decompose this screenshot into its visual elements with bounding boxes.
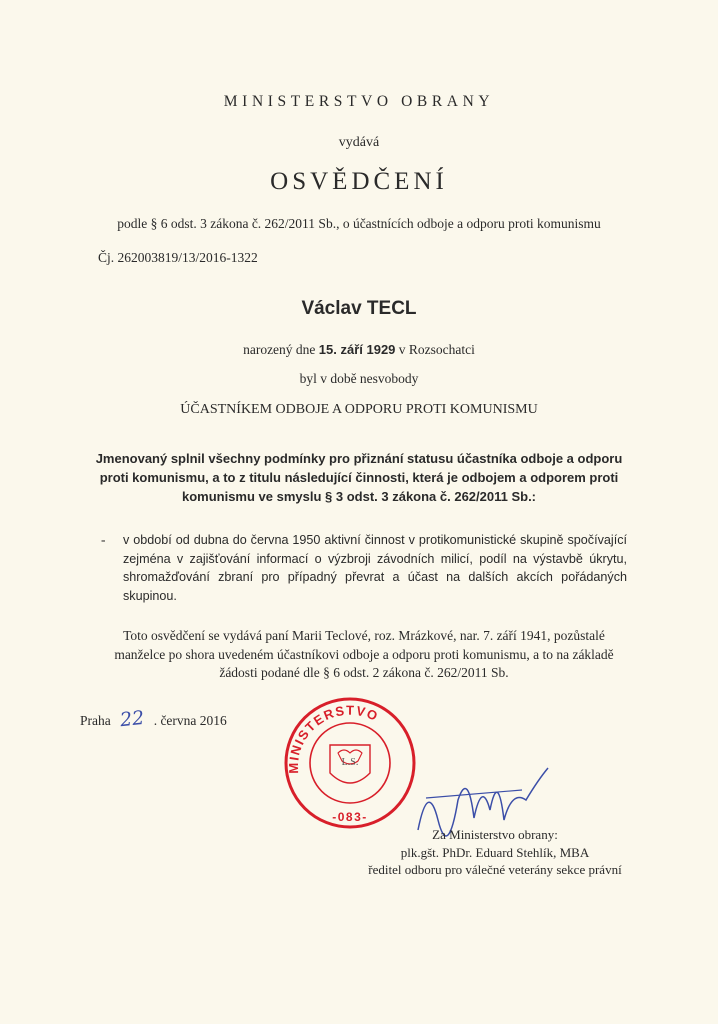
date-line [80, 708, 227, 730]
birth-line [0, 342, 718, 358]
person-name: Václav TECL [301, 298, 417, 319]
born-date: 15. září 1929 [318, 342, 396, 357]
captivity-line: byl v době nesvobody [299, 371, 419, 386]
issues-text: vydává [338, 135, 380, 150]
handwritten-day: 22 [119, 706, 146, 732]
signatory-name: plk.gšt. PhDr. Eduard Stehlík, MBA [400, 844, 590, 860]
seal-text-top: MINISTERSTVO [285, 702, 382, 774]
bullet-marker: - [101, 532, 106, 547]
document-title: OSVĚDČENÍ [270, 168, 448, 195]
activity-paragraph: v období od dubna do června 1950 aktivní činnost v protikomunistické skupině spočívající zejména v zajišťování informací o výzbroji závodních milicí, podíl na výstavbě úkrytu, shromažďování zbraní pro případný převrat a účast na dalších akcích pořádaných skupinou. [123, 533, 627, 603]
reference-number: Čj. 262003819/13/2016-1322 [98, 250, 258, 265]
signed-for: Za Ministerstvo obrany: [432, 827, 558, 842]
legal-basis: podle § 6 odst. 3 zákona č. 262/2011 Sb., o účastnících odboje a odporu proti komunismu [117, 216, 601, 231]
born-suffix: v Rozsochatci [398, 342, 475, 357]
issued-to-paragraph: Toto osvědčení se vydává paní Marii Teclové, roz. Mrázkové, nar. 7. září 1941, pozůstalé manželce po shora uvedeném účastníkovi odboje a odporu proti komunismu, a to na základě žádosti podané dle § 6 odst. 2 zákona č. 262/2011 Sb. [114, 628, 614, 680]
signature-block [300, 826, 690, 879]
place: Praha [80, 713, 111, 728]
born-prefix: narozený dne [243, 342, 316, 357]
ministry-heading: MINISTERSTVO OBRANY [223, 93, 495, 110]
signatory-role: ředitel odboru pro válečné veterány sekce právní [368, 862, 622, 877]
seal-number: -083- [332, 810, 368, 824]
seal-ls: L.S. [341, 757, 359, 768]
svg-text:MINISTERSTVO [286, 703, 381, 774]
statement-paragraph: Jmenovaný splnil všechny podmínky pro přiznání statusu účastníka odboje a odporu proti komunismu, a to z titulu následující činnosti, která je odbojem a odporem proti komunismu ve smyslu § 3 odst. 3 zákona č. 262/2011 Sb.: [95, 451, 623, 504]
month-year: . června 2016 [153, 713, 227, 728]
status-line: ÚČASTNÍKEM ODBOJE A ODPORU PROTI KOMUNISMU [180, 402, 538, 417]
